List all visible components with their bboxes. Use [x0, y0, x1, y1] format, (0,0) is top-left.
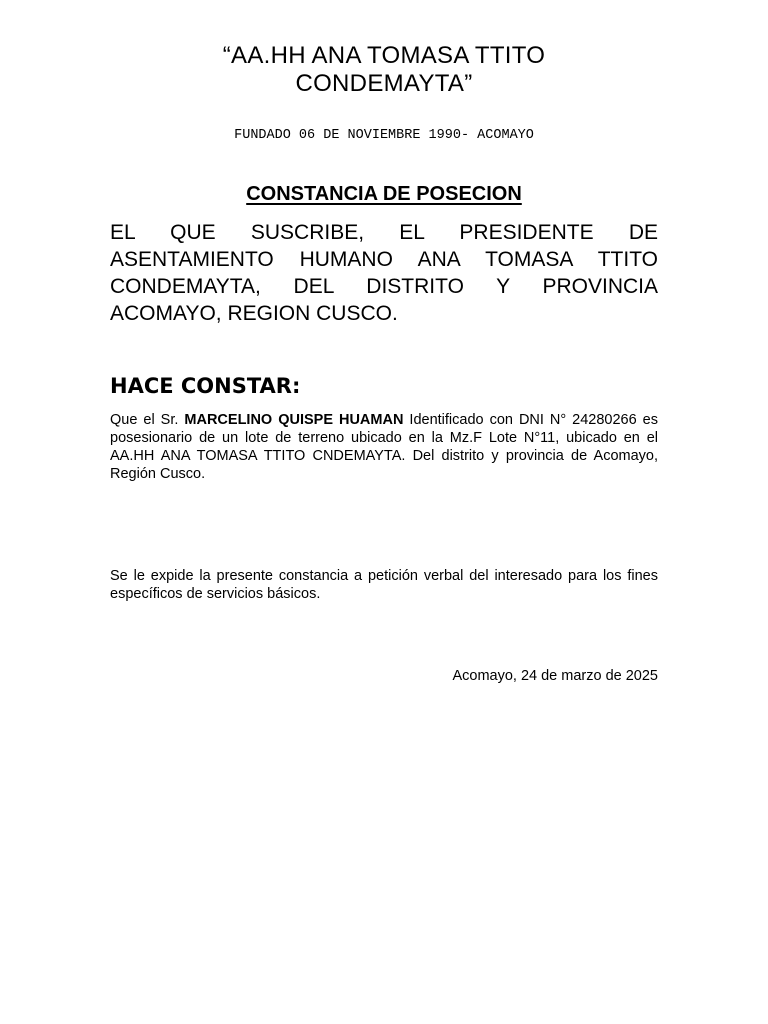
hace-constar-heading: HACE CONSTAR: — [110, 374, 301, 398]
certificate-heading: CONSTANCIA DE POSECION — [246, 183, 522, 205]
title-line-2: CONDEMAYTA” — [295, 70, 473, 97]
title-line-1: “AA.HH ANA TOMASA TTITO — [222, 42, 546, 69]
body-paragraph-1 — [110, 411, 658, 483]
intro-paragraph: EL QUE SUSCRIBE, EL PRESIDENTE DE ASENTAMIENTO HUMANO ANA TOMASA TTITO CONDEMAYTA, DEL DISTRITO Y PROVINCIA ACOMAYO, REGION CUSCO. — [110, 221, 658, 325]
body-paragraph-1-rest: Identificado con DNI N° 24280266 es posesionario de un lote de terreno ubicado en la Mz.F Lote N°11, ubicado en el AA.HH ANA TOMASA TTITO CNDEMAYTA. Del distrito y provincia de Acomayo, Región Cusco. — [110, 412, 658, 482]
document-title — [110, 42, 658, 98]
body-paragraph-1-prefix: Que el Sr. — [110, 412, 185, 428]
holder-name: MARCELINO QUISPE HUAMAN — [184, 412, 404, 428]
body-paragraph-2: Se le expide la presente constancia a petición verbal del interesado para los fines específicos de servicios básicos. — [110, 568, 658, 602]
date-line: Acomayo, 24 de marzo de 2025 — [452, 668, 658, 684]
founded-subtitle: FUNDADO 06 DE NOVIEMBRE 1990- ACOMAYO — [234, 128, 534, 143]
